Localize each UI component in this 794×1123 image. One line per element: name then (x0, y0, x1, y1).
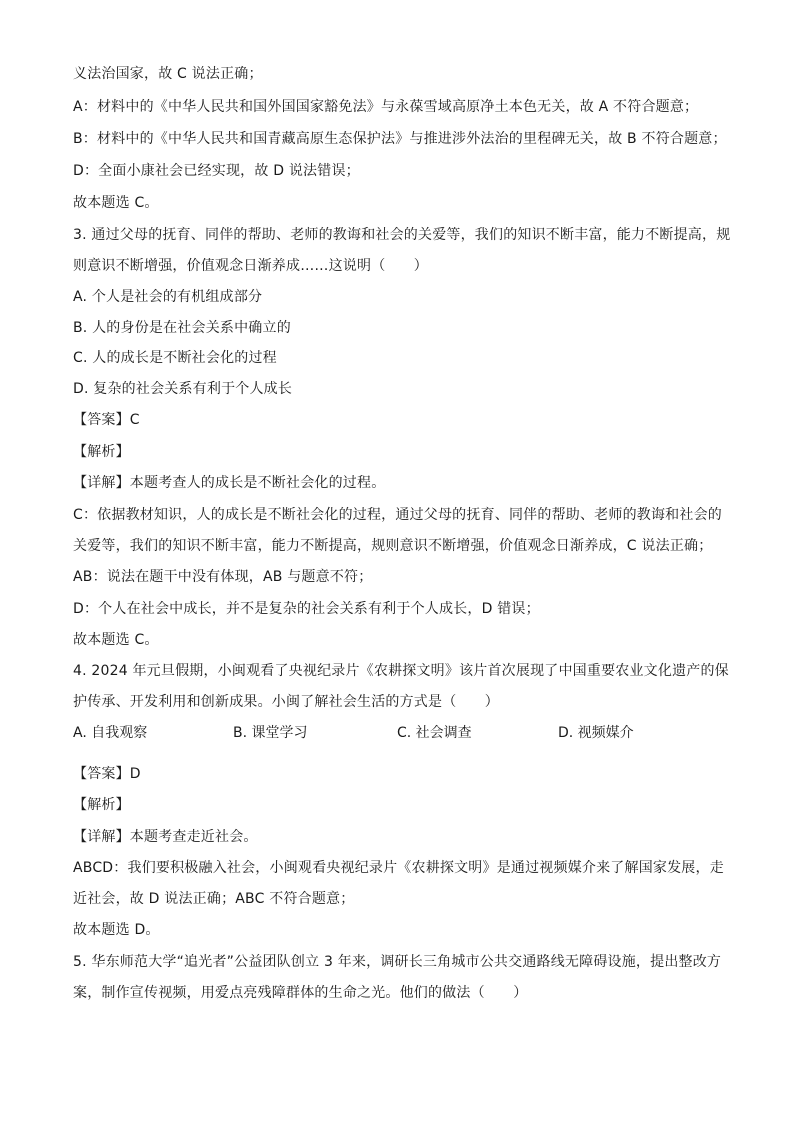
text-line: 义法治国家，故 C 说法正确； (73, 66, 263, 82)
text-line: ABCD：我们要积极融入社会，小闽观看央视纪录片《农耕探文明》是通过视频媒介来了解国家发展，走 (73, 860, 724, 876)
text-line: D：全面小康社会已经实现，故 D 说法错误； (73, 163, 360, 179)
question-4-stem: 4. 2024 年元旦假期，小闽观看了央视纪录片《农耕探文明》该片首次展现了中国重要农业文化遗产的保 (73, 663, 729, 679)
question-5-stem: 案，制作宣传视频，用爱点亮残障群体的生命之光。他们的做法（ ） (73, 985, 528, 1001)
option-c: C. 社会调查 (397, 725, 472, 741)
question-5-stem: 5. 华东师范大学“追光者”公益团队创立 3 年来，调研长三角城市公共交通路线无障碍设施，提出整改方 (73, 954, 722, 970)
text-line: D：个人在社会中成长，并不是复杂的社会关系有利于个人成长，D 错误； (73, 601, 540, 617)
text-line: B：材料中的《中华人民共和国青藏高原生态保护法》与推进涉外法治的里程碑无关，故 B 不符合题意； (73, 131, 727, 147)
text-line: 故本题选 C。 (73, 632, 159, 648)
question-3-stem: 3. 通过父母的抚育、同伴的帮助、老师的教诲和社会的关爱等，我们的知识不断丰富，能力不断提高，规 (73, 227, 731, 243)
detail-text: 【详解】本题考查人的成长是不断社会化的过程。 (73, 475, 386, 491)
text-line: C：依据教材知识，人的成长是不断社会化的过程，通过父母的抚育、同伴的帮助、老师的教诲和社会的 (73, 507, 722, 523)
answer-label: 【答案】D (73, 766, 141, 782)
option-b: B. 人的身份是在社会关系中确立的 (73, 320, 291, 336)
text-line: A：材料中的《中华人民共和国外国国家豁免法》与永葆雪域高原净土本色无关，故 A 不符合题意； (73, 99, 699, 115)
text-line: 关爱等，我们的知识不断丰富，能力不断提高，规则意识不断增强，价值观念日渐养成，C 说法正确； (73, 538, 713, 554)
option-a: A. 自我观察 (73, 725, 148, 741)
option-c: C. 人的成长是不断社会化的过程 (73, 350, 277, 366)
option-b: B. 课堂学习 (233, 725, 308, 741)
answer-label: 【答案】C (73, 412, 140, 428)
analysis-label: 【解析】 (73, 797, 130, 813)
detail-text: 【详解】本题考查走近社会。 (73, 829, 258, 845)
question-4-stem: 护传承、开发利用和创新成果。小闽了解社会生活的方式是（ ） (73, 694, 499, 710)
text-line: 故本题选 C。 (73, 195, 159, 211)
option-d: D. 复杂的社会关系有利于个人成长 (73, 381, 293, 397)
text-line: 近社会，故 D 说法正确；ABC 不符合题意； (73, 891, 355, 907)
question-3-stem: 则意识不断增强，价值观念日渐养成……这说明（ ） (73, 258, 428, 274)
text-line: 故本题选 D。 (73, 922, 160, 938)
analysis-label: 【解析】 (73, 444, 130, 460)
text-line: AB：说法在题干中没有体现，AB 与题意不符； (73, 569, 373, 585)
option-a: A. 个人是社会的有机组成部分 (73, 289, 263, 305)
option-d: D. 视频媒介 (558, 725, 634, 741)
